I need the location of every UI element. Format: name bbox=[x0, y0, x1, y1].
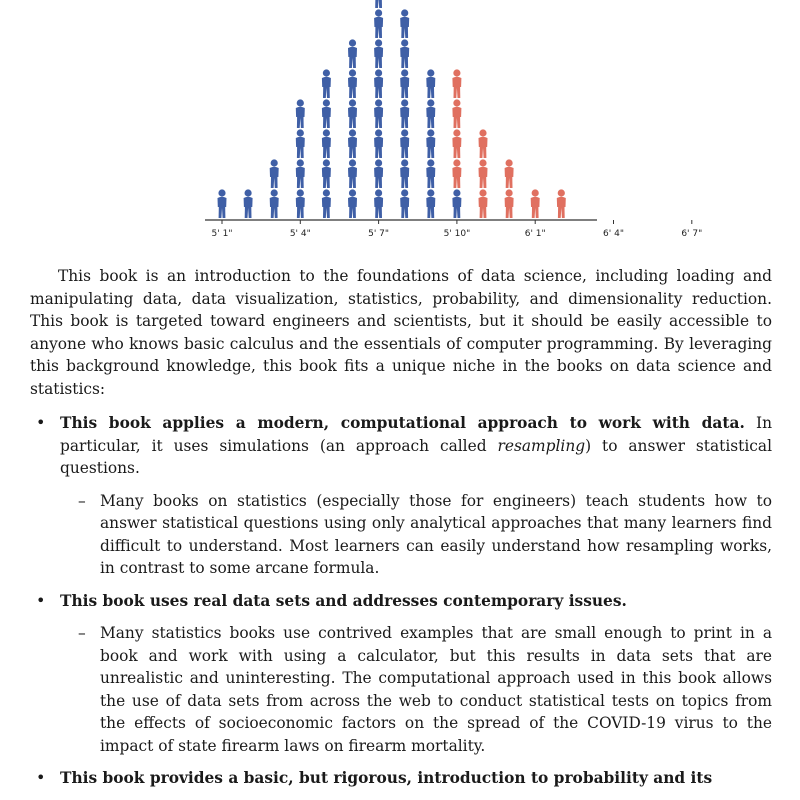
feature-list bbox=[30, 412, 772, 790]
person-icon bbox=[296, 159, 305, 188]
person-icon bbox=[452, 189, 461, 218]
x-tick-label: 5' 1" bbox=[211, 229, 233, 239]
person-icon bbox=[374, 99, 383, 128]
x-tick-label: 6' 4" bbox=[603, 229, 624, 239]
bullet-text: In particular, it uses simulations (an approach called bbox=[60, 414, 772, 455]
person-icon bbox=[505, 159, 514, 188]
person-icon bbox=[296, 129, 305, 158]
person-icon bbox=[400, 159, 409, 188]
body-text bbox=[30, 265, 772, 800]
person-icon bbox=[426, 99, 435, 128]
person-icon bbox=[400, 189, 409, 218]
x-tick-label: 6' 7" bbox=[681, 229, 703, 239]
person-icon bbox=[452, 129, 461, 158]
person-icon bbox=[400, 9, 409, 38]
sub-bullet: – Many statistics books use contrived examples that are small enough to print in a book and work with using a calculator, but this results in data sets that are unrealistic and uninteresting. The computational approach used in this book allows the use of data sets from across the web to conduct statistical tests on topics from the effects of socioeconomic factors on the spread of the COVID-19 virus to the impact of state firearm laws on firearm mortality. bbox=[60, 622, 772, 757]
person-icon bbox=[348, 159, 357, 188]
bullet-probability bbox=[30, 767, 772, 790]
sub-list bbox=[60, 622, 772, 757]
x-axis-ticks bbox=[212, 220, 703, 239]
bullet-heading: This book provides a basic, but rigorous, introduction to probability and its bbox=[60, 769, 713, 787]
person-icon bbox=[400, 69, 409, 98]
figure-canvas bbox=[195, 0, 703, 250]
person-icon bbox=[374, 69, 383, 98]
person-icon bbox=[296, 99, 305, 128]
person-icon bbox=[452, 159, 461, 188]
person-icon bbox=[348, 189, 357, 218]
person-icon bbox=[479, 189, 488, 218]
person-icon bbox=[348, 129, 357, 158]
person-icon bbox=[374, 0, 383, 8]
bullet-real-data bbox=[30, 590, 772, 758]
height-distribution-figure bbox=[195, 0, 703, 250]
person-icon bbox=[374, 9, 383, 38]
person-icon bbox=[322, 69, 331, 98]
person-icon bbox=[374, 159, 383, 188]
person-icon bbox=[218, 189, 227, 218]
person-icon bbox=[270, 159, 279, 188]
person-icon bbox=[426, 69, 435, 98]
person-icon bbox=[374, 189, 383, 218]
person-icon bbox=[348, 39, 357, 68]
person-icon bbox=[374, 39, 383, 68]
person-icon bbox=[557, 189, 566, 218]
person-icon bbox=[400, 129, 409, 158]
person-icon bbox=[270, 189, 279, 218]
bullet-text: ) to answer statistical questions. bbox=[60, 436, 772, 477]
x-tick-label: 5' 7" bbox=[368, 229, 390, 239]
person-icon bbox=[531, 189, 540, 218]
person-icon bbox=[322, 99, 331, 128]
person-icon bbox=[505, 189, 514, 218]
person-icon bbox=[374, 129, 383, 158]
person-icon bbox=[400, 99, 409, 128]
x-tick-label: 5' 10" bbox=[443, 229, 471, 239]
sub-list bbox=[60, 490, 772, 580]
intro-text: This book is an introduction to the foundations of data science, including loading and manipulating data, data visualization, statistics, probability, and dimensionality reduction. This book is targeted toward engineers and scientists, but it should be easily accessible to anyone who knows basic calculus and the essentials of computer programming. By leveraging this background knowledge, this book fits a unique niche in the books on data science and statistics: bbox=[30, 267, 772, 398]
person-icon bbox=[479, 129, 488, 158]
people-layer bbox=[218, 0, 566, 218]
bullet-computational bbox=[30, 412, 772, 580]
x-tick-label: 5' 4" bbox=[289, 229, 311, 239]
person-icon bbox=[322, 129, 331, 158]
person-icon bbox=[426, 189, 435, 218]
person-icon bbox=[452, 99, 461, 128]
person-icon bbox=[400, 39, 409, 68]
person-icon bbox=[348, 69, 357, 98]
sub-bullet: – Many books on statistics (especially those for engineers) teach students how to answer statistical questions using only analytical approaches that many learners find difficult to understand. Most learners can easily understand how resampling works, in contrast to some arcane formula. bbox=[60, 490, 772, 580]
bullet-heading: This book uses real data sets and addresses contemporary issues. bbox=[60, 591, 627, 610]
person-icon bbox=[244, 189, 253, 218]
person-icon bbox=[426, 129, 435, 158]
person-icon bbox=[452, 69, 461, 98]
person-icon bbox=[479, 159, 488, 188]
person-icon bbox=[296, 189, 305, 218]
person-icon bbox=[322, 159, 331, 188]
person-icon bbox=[322, 189, 331, 218]
bullet-italic-term: resampling bbox=[497, 436, 586, 455]
person-icon bbox=[426, 159, 435, 188]
person-icon bbox=[348, 99, 357, 128]
bullet-heading: This book applies a modern, computational approach to work with data. bbox=[60, 414, 745, 432]
x-tick-label: 6' 1" bbox=[524, 229, 546, 239]
intro-paragraph bbox=[30, 265, 772, 400]
